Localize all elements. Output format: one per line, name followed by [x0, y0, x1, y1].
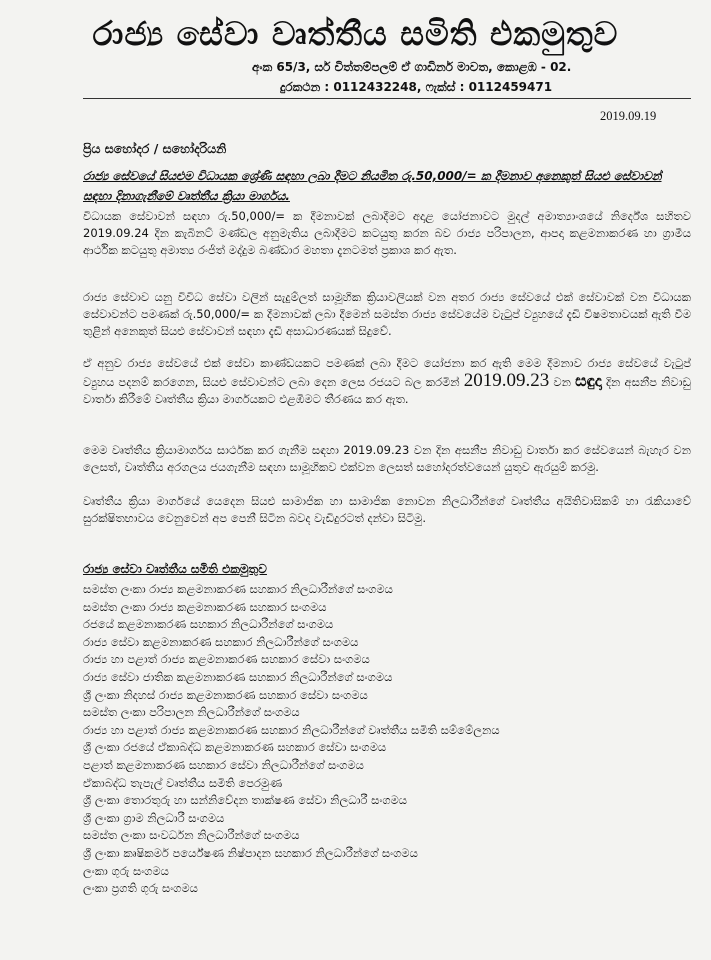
list-item: රාජ්‍ය හා පළාත් රාජ්‍ය කළමනාකරණ සහකාර සේවා සංගමය	[83, 652, 370, 667]
paragraph-3-part-c: දින අසනීප නිවාඩු වාර්තා කිරීමේ වෘත්තීය ක්‍රියා මාර්ගයකට එළඹීමට තීරණය කර ඇත.	[83, 375, 691, 406]
list-item: සමස්ත ලංකා රාජ්‍ය කළමනාකරණ සහකාර සංගමය	[83, 599, 327, 614]
list-item: ලංකා ප්‍රගති ගුරු සංගමය	[83, 881, 198, 896]
list-item: ශ්‍රී ලංකා නිදහස් රාජ්‍ය කළමනාකරණ සහකාර සේවා සංගමය	[83, 687, 368, 702]
list-item: රජයේ කළමනාකරණ සහකාර නිලධාරීන්ගේ සංගමය	[83, 617, 334, 632]
list-item: ශ්‍රී ලංකා කෘෂිකර්ම පර්යේෂණ නිෂ්පාදන සහකාර නිලධාරීන්ගේ සංගමය	[83, 845, 418, 860]
organizations-heading: රාජ්‍ය සේවා වෘත්තීය සමිති එකමුතුව	[83, 562, 267, 576]
action-date: 2019.09.23	[463, 370, 550, 391]
list-item: සමස්ත ලංකා රාජ්‍ය කළමනාකරණ සහකාර නිලධාරීන්ගේ සංගමය	[83, 582, 393, 596]
paragraph-1: විධායක සේවාවන් සඳහා රු.50,000/= ක දීමනාවක් ලබාදීමට අදාළ යෝජනාවට මුදල් අමාත්‍යාංශයේ නිර්දේශ සහිතව 2019.09.24 දින කැබිනට් මණ්ඩල අනුමැතිය ලබාදීමට කටයුතු කරන බව රාජ්‍ය පරිපාලන, ආපදා කළමනාකරණ හා ග්‍රාමීය ආර්ථික කටයුතු අමාත්‍ය රංජිත් මද්දුම බණ්ඩාර මහතා දැනටමත් ප්‍රකාශ කර ඇත.	[83, 209, 691, 257]
letterhead-contact: දුරකථන : 0112432248, ෆැක්ස් : 0112459471	[280, 80, 553, 94]
paragraph-2: රාජ්‍ය සේවාව යනු විවිධ සේවා වලින් සැදුම්ලත් සාමූහික ක්‍රියාවලියක් වන අතර රාජ්‍ය සේවයේ එක් සේවාවක් වන විධායක සේවාවන්ට පමණක් රු.50,000/= ක දීමනාවක් ලබා දීමෙන් සමස්ත රාජ්‍ය සේවයේම වැටුප් ව්‍යුහයේ දැඩි විෂමතාවයක් ඇති වීම තුළින් අනෙකුත් සියළු සේවාවන් සඳහා දැඩි අසාධාරණයක් සිදුවේ.	[83, 290, 691, 338]
list-item: පළාත් කළමනාකරණ සහකාර සේවා නිලධාරීන්ගේ සංගමය	[83, 757, 364, 772]
letterhead-address: අංක 65/3, සර් චිත්තම්පලම් ඒ ගාඩිනර් මාවත, කොළඹ - 02.	[252, 60, 572, 74]
list-item: සමස්ත ලංකා සංවර්ධන නිලධාරීන්ගේ සංගමය	[83, 828, 300, 843]
subject-line: රාජ්‍ය සේවයේ සියළුම විධායක ශ්‍රේණි සඳහා ලබා දීමට නියමිත රු.50,000/= ක දීමනාව අනෙකුත් සියළු සේවාවන් සඳහා දිනාගැනීමේ වෘත්තීය ක්‍රියා මාර්ගය.	[83, 169, 662, 203]
letterhead-title: රාජ්‍ය සේවා වෘත්තීය සමිති එකමුතුව	[92, 14, 619, 53]
list-item: ලංකා ගුරු සංගමය	[83, 863, 169, 878]
list-item: ශ්‍රී ලංකා තොරතුරු හා සන්නිවේදන තාක්ෂණ සේවා නිලධාරී සංගමය	[83, 793, 408, 808]
list-item: සමස්ත ලංකා පරිපාලන නිලධාරීන්ගේ සංගමය	[83, 705, 300, 720]
action-day: සඳුදා	[575, 371, 602, 390]
paragraph-3	[83, 355, 691, 408]
paragraph-4: මෙම වෘත්තීය ක්‍රියාමාර්ගය සාර්ථක කර ගැනීම සඳහා 2019.09.23 වන දින අසනීප නිවාඩු වාර්තා කර සේවයෙන් බැහැර වන ලෙසත්, වෘත්තීය අරගලය ජයගැනීම සඳහා සාමූහිකව එක්වන ලෙසත් සහෝදරත්වයෙන් යුතුව ඇරයුම් කරමු.	[83, 443, 691, 474]
paragraph-3-part-a: ඒ අනුව රාජ්‍ය සේවයේ එක් සේවා කාණ්ඩයකට පමණක් ලබා දීමට යෝජනා කර ඇති මෙම දීමනාව රාජ්‍ය සේවයේ වැටුප් ව්‍යුහය පදනම් කරගෙන, සියළු සේවාවන්ට ලබා දෙන ලෙස රජයට බල කරමින්	[83, 356, 691, 389]
list-item: රාජ්‍ය හා පළාත් රාජ්‍ය කළමනාකරණ සහකාර නිලධාරීන්ගේ වෘත්තීය සමිති සම්මේලනය	[83, 722, 500, 737]
list-item: රාජ්‍ය සේවා කළමනාකරණ සහකාර නිලධාරීන්ගේ සංගමය	[83, 634, 359, 649]
paragraph-5: වෘත්තීය ක්‍රියා මාර්ගයේ යෙදෙන සියළු සාමාජික හා සාමාජික නොවන නිලධාරීන්ගේ වෘත්තීය අයිතිවාසිකම් හා රැකියාවේ සුරක්ෂිතභාවය වෙනුවෙන් අප පෙනී සිටින බවද වැඩිදුරටත් දන්වා සිටිමු.	[83, 494, 691, 525]
paragraph-3-part-b: වන	[553, 375, 571, 389]
list-item: ශ්‍රී ලංකා ග්‍රාම නිලධාරී සංගමය	[83, 810, 225, 825]
header-divider	[83, 98, 691, 99]
list-item: රාජ්‍ය සේවා ජාතික කළමනාකරණ සහකාර නිලධාරීන්ගේ සංගමය	[83, 669, 393, 684]
list-item: ඒකාබද්ධ තැපැල් වෘත්තීය සමිති පෙරමුණ	[83, 775, 283, 790]
salutation: ප්‍රිය සහෝදර / සහෝදරියනි	[83, 141, 227, 156]
letter-date: 2019.09.19	[600, 109, 657, 123]
list-item: ශ්‍රී ලංකා රජයේ ඒකාබද්ධ කළමනාකරණ සහකාර සේවා සංගමය	[83, 740, 387, 755]
organizations-list	[83, 581, 500, 898]
